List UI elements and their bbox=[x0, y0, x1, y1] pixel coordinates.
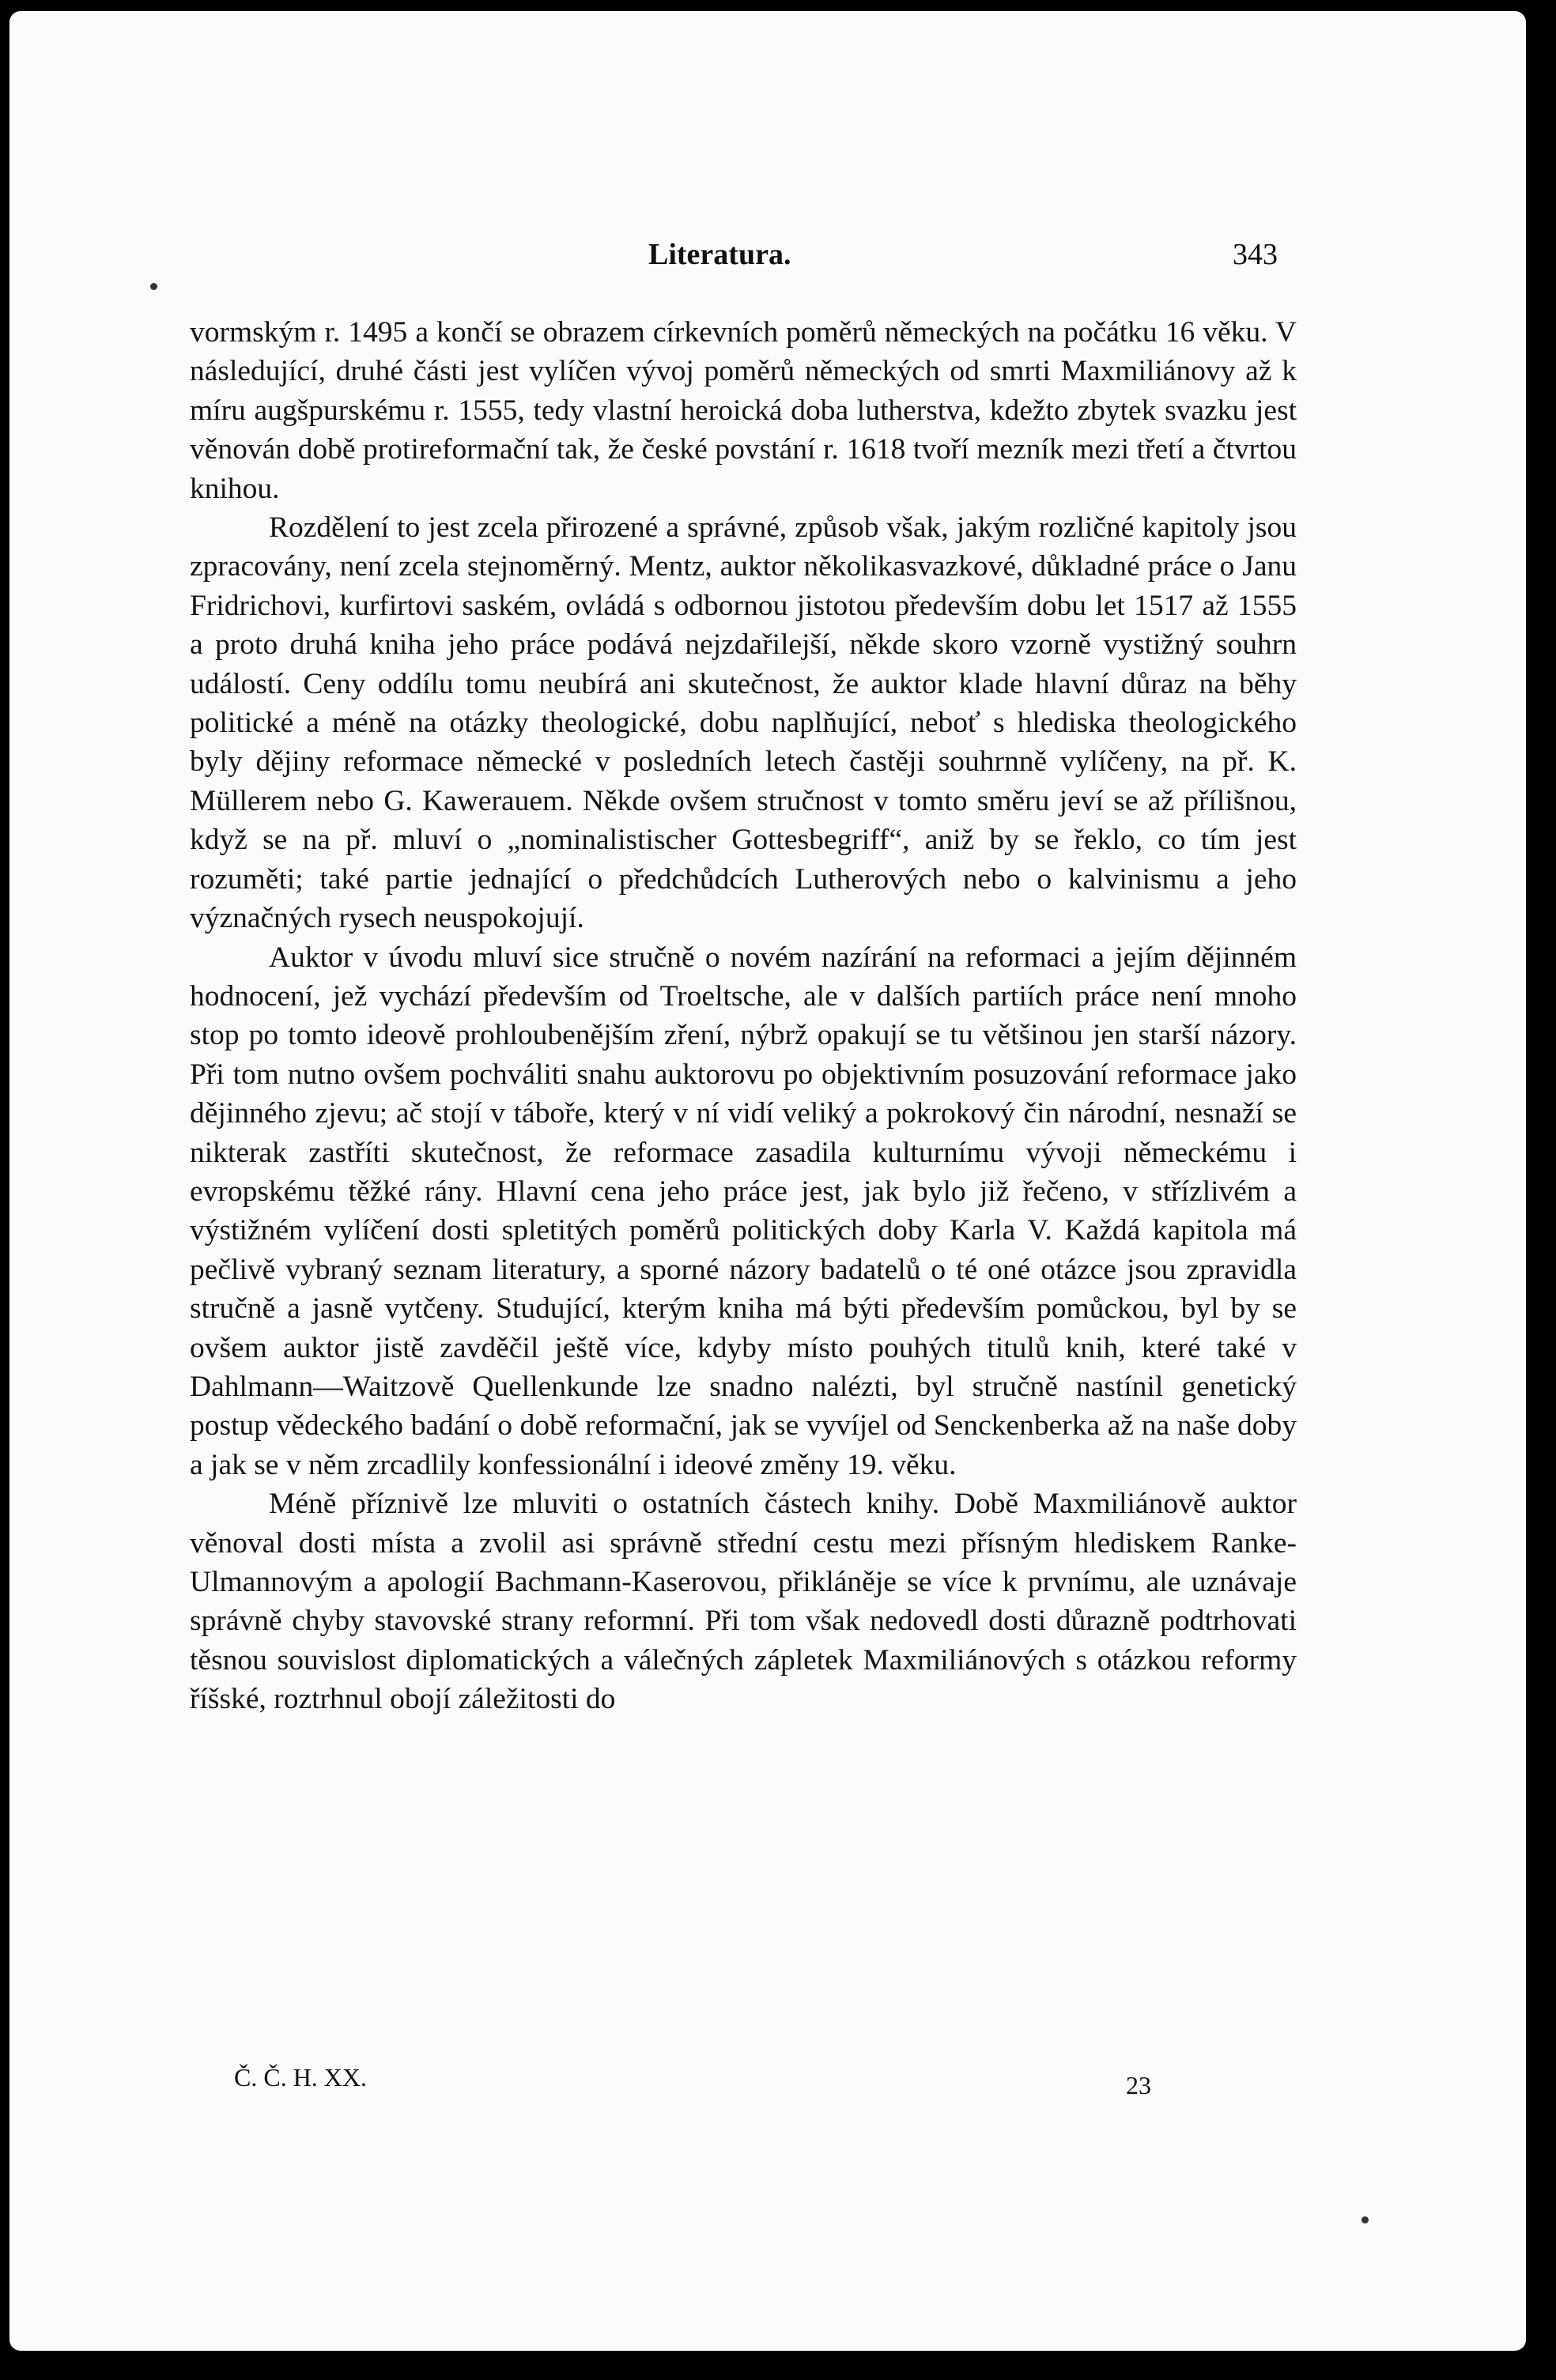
article-body bbox=[190, 313, 1297, 1719]
speck-mark bbox=[1362, 2216, 1369, 2223]
journal-signature: Č. Č. H. XX. bbox=[234, 2063, 368, 2091]
running-title: Literatura. bbox=[648, 238, 791, 271]
sheet-number: 23 bbox=[1126, 2071, 1151, 2099]
paragraph: Rozdělení to jest zcela přirozené a správné, způsob však, jakým rozličné kapitoly jsou zpracovány, není zcela stejnoměrný. Mentz, auktor několikasvazkové, důkladné práce o Janu Fridrichovi, kurfirtovi saském, ovládá s odbornou jistotou především dobu let 1517 až 1555 a proto druhá kniha jeho práce podává nejzdařilejší, někde skoro vzorně vystižný souhrn událostí. Ceny oddílu tomu neubírá ani skutečnost, že auktor klade hlavní důraz na běhy politické a méně na otázky theologické, dobu naplňující, neboť s hlediska theologického byly dějiny reformace německé v posledních letech častěji souhrnně vylíčeny, na př. K. Müllerem nebo G. Kawerauem. Někde ovšem stručnost v tomto směru jeví se až přílišnou, když se na př. mluví o „nominalistischer Gottesbegriff“, aniž by se řeklo, co tím jest rozuměti; také partie jednající o předchůdcích Lutherových nebo o kalvinismu a jeho význačných rysech neuspokojují. bbox=[190, 511, 1297, 935]
page-number: 343 bbox=[1233, 238, 1278, 271]
speck-mark bbox=[150, 283, 157, 290]
paragraph: Méně příznivě lze mluviti o ostatních částech knihy. Době Maxmiliánově auktor věnoval dosti místa a zvolil asi správně střední cestu mezi přísným hlediskem Ranke-Ulmannovým a apologií Bachmann-Kaserovou, přikláněje se více k prvnímu, ale uznávaje správně chyby stavovské strany reformní. Při tom však nedovedl dosti důrazně podtrhovati těsnou souvislost diplomatických a válečných zápletek Maxmiliánových s otázkou reformy říšské, roztrhnul obojí záležitosti do bbox=[190, 1488, 1297, 1716]
document-page bbox=[9, 11, 1526, 2351]
paragraph: Auktor v úvodu mluví sice stručně o novém nazírání na reformaci a jejím dějinném hodnocení, jež vychází především od Troeltsche, ale v dalších partiích práce není mnoho stop po tomto ideově prohloubenějším zření, nýbrž opakují se tu většinou jen starší názory. Při tom nutno ovšem pochváliti snahu auktorovu po objektivním posuzování reformace jako dějinného zjevu; ač stojí v táboře, který v ní vidí veliký a pokrokový čin národní, nesnaží se nikterak zastříti skutečnost, že reformace zasadila kulturnímu vývoji německému i evropskému těžké rány. Hlavní cena jeho práce jest, jak bylo již řečeno, v střízlivém a výstižném vylíčení dosti spletitých poměrů politických doby Karla V. Každá kapitola má pečlivě vybraný seznam literatury, a sporné názory badatelů o té oné otázce jsou zpravidla stručně a jasně vytčeny. Studující, kterým kniha má býti především pomůckou, byl by se ovšem auktor jistě zavděčil ještě více, kdyby místo pouhých titulů knih, které také v Dahlmann—Waitzově Quellenkunde lze snadno nalézti, byl stručně nastínil genetický postup vědeckého badání o době reformační, jak se vyvíjel od Senckenberka až na naše doby a jak se v něm zrcadlily konfessionální i ideové změny 19. věku. bbox=[190, 941, 1297, 1481]
paragraph: vormským r. 1495 a končí se obrazem církevních poměrů německých na počátku 16 věku. V následující, druhé části jest vylíčen vývoj poměrů německých od smrti Maxmiliánovy až k míru augšpurskému r. 1555, tedy vlastní heroická doba lutherstva, kdežto zbytek svazku jest věnován době protireformační tak, že české povstání r. 1618 tvoří mezník mezi třetí a čtvrtou knihou. bbox=[190, 316, 1297, 505]
page-footer bbox=[190, 2058, 1286, 2106]
page-header bbox=[190, 229, 1286, 277]
